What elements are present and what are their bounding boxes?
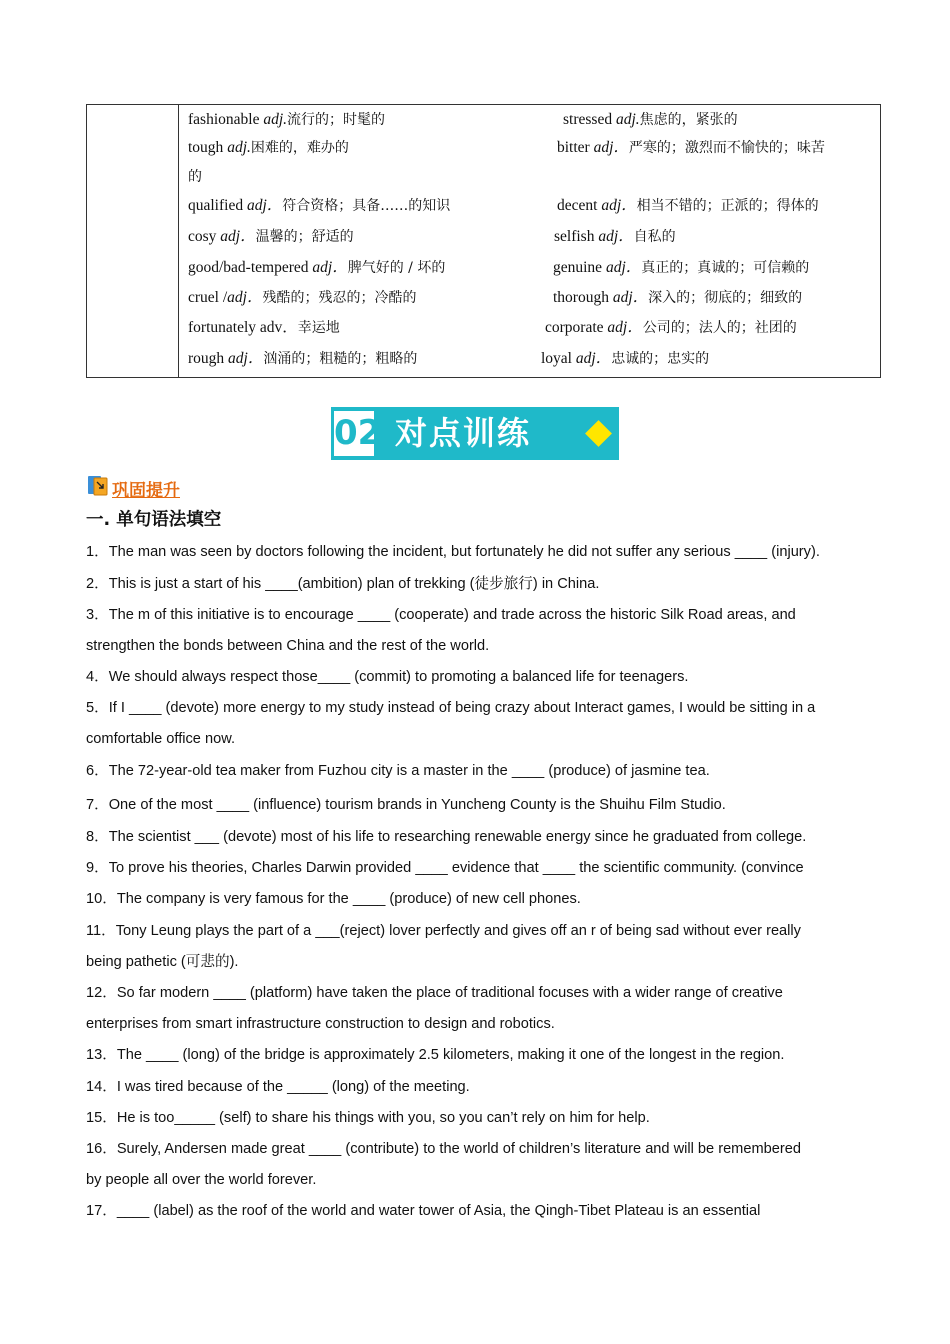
vocab-row: cruel /adj．残酷的；残忍的；冷酷的 thorough adj．深入的；彻底的；细致的: [188, 289, 803, 306]
question-line: 15．He is too_____ (self) to share his things with you, so you can’t rely on him for help.: [86, 1110, 650, 1126]
question-line: 6．The 72-year-old tea maker from Fuzhou city is a master in the ____ (produce) of jasmine tea.: [86, 763, 710, 779]
question-line: 9．To prove his theories, Charles Darwin provided ____ evidence that ____ the scientific community. (convince: [86, 860, 804, 876]
section-banner: [331, 407, 619, 460]
question-line: 4．We should always respect those____ (commit) to promoting a balanced life for teenagers.: [86, 669, 689, 685]
vocab-row: fashionable adj.流行的；时髦的 stressed adj.焦虑的，紧张的: [188, 111, 738, 128]
vocabulary-table: [86, 104, 881, 378]
question-line: 16．Surely, Andersen made great ____ (contribute) to the world of children’s literature and will be remembered: [86, 1141, 801, 1157]
question-line: 5．If I ____ (devote) more energy to my study instead of being crazy about Interact games, I would be sitting in a: [86, 700, 816, 716]
question-line: 8．The scientist ___ (devote) most of his life to researching renewable energy since he graduated from college.: [86, 829, 807, 845]
question-line: enterprises from smart infrastructure construction to design and robotics.: [86, 1016, 555, 1032]
question-line: strengthen the bonds between China and the rest of the world.: [86, 638, 490, 654]
question-line: 10．The company is very famous for the ____ (produce) of new cell phones.: [86, 891, 581, 907]
vocab-row: rough adj．汹涌的；粗糙的；粗略的 loyal adj．忠诚的；忠实的: [188, 350, 710, 367]
diamond-icon: [585, 420, 612, 447]
vocab-row: cosy adj．温馨的；舒适的 selfish adj．自私的: [188, 228, 676, 245]
subheading-label: 巩固提升: [112, 480, 180, 501]
vocab-row: tough adj.困难的，难办的 bitter adj．严寒的；激烈而不愉快的；味苦: [188, 139, 825, 156]
question-line: being pathetic (可悲的).: [86, 954, 239, 970]
table-left-cell: [87, 105, 179, 377]
book-icon: [86, 473, 110, 497]
question-line: 17．____ (label) as the roof of the world and water tower of Asia, the Qingh-Tibet Plateau is an essential: [86, 1203, 761, 1219]
question-line: by people all over the world forever.: [86, 1172, 317, 1188]
question-line: 1．The man was seen by doctors following the incident, but fortunately he did not suffer any serious ____ (injury).: [86, 544, 820, 560]
question-line: 7．One of the most ____ (influence) tourism brands in Yuncheng County is the Shuihu Film Studio.: [86, 797, 726, 813]
part-title: 一. 单句语法填空: [86, 510, 222, 530]
question-line: comfortable office now.: [86, 731, 235, 747]
section-number: 02: [334, 411, 374, 456]
question-line: 12．So far modern ____ (platform) have taken the place of traditional focuses with a wider range of creative: [86, 985, 783, 1001]
vocab-row-wrap: 的: [188, 169, 202, 185]
question-line: 13．The ____ (long) of the bridge is approximately 2.5 kilometers, making it one of the longest in the region.: [86, 1047, 785, 1063]
vocab-row: qualified adj．符合资格；具备……的知识 decent adj．相当不错的；正派的；得体的: [188, 197, 819, 214]
vocab-row: good/bad-tempered adj．脾气好的 / 坏的 genuine adj．真正的；真诚的；可信赖的: [188, 259, 810, 276]
section-title: 对点训练: [395, 414, 532, 452]
subheading: [86, 470, 180, 500]
question-line: 3．The m of this initiative is to encourage ____ (cooperate) and trade across the historic Silk Road areas, and: [86, 607, 796, 623]
vocab-row: fortunately adv．幸运地 corporate adj．公司的；法人的；社团的: [188, 319, 797, 336]
question-line: 14．I was tired because of the _____ (long) of the meeting.: [86, 1079, 470, 1095]
question-line: 11．Tony Leung plays the part of a ___(reject) lover perfectly and gives off an r of being sad without ever really: [86, 923, 801, 939]
question-line: 2．This is just a start of his ____(ambition) plan of trekking (徒步旅行) in China.: [86, 576, 600, 592]
